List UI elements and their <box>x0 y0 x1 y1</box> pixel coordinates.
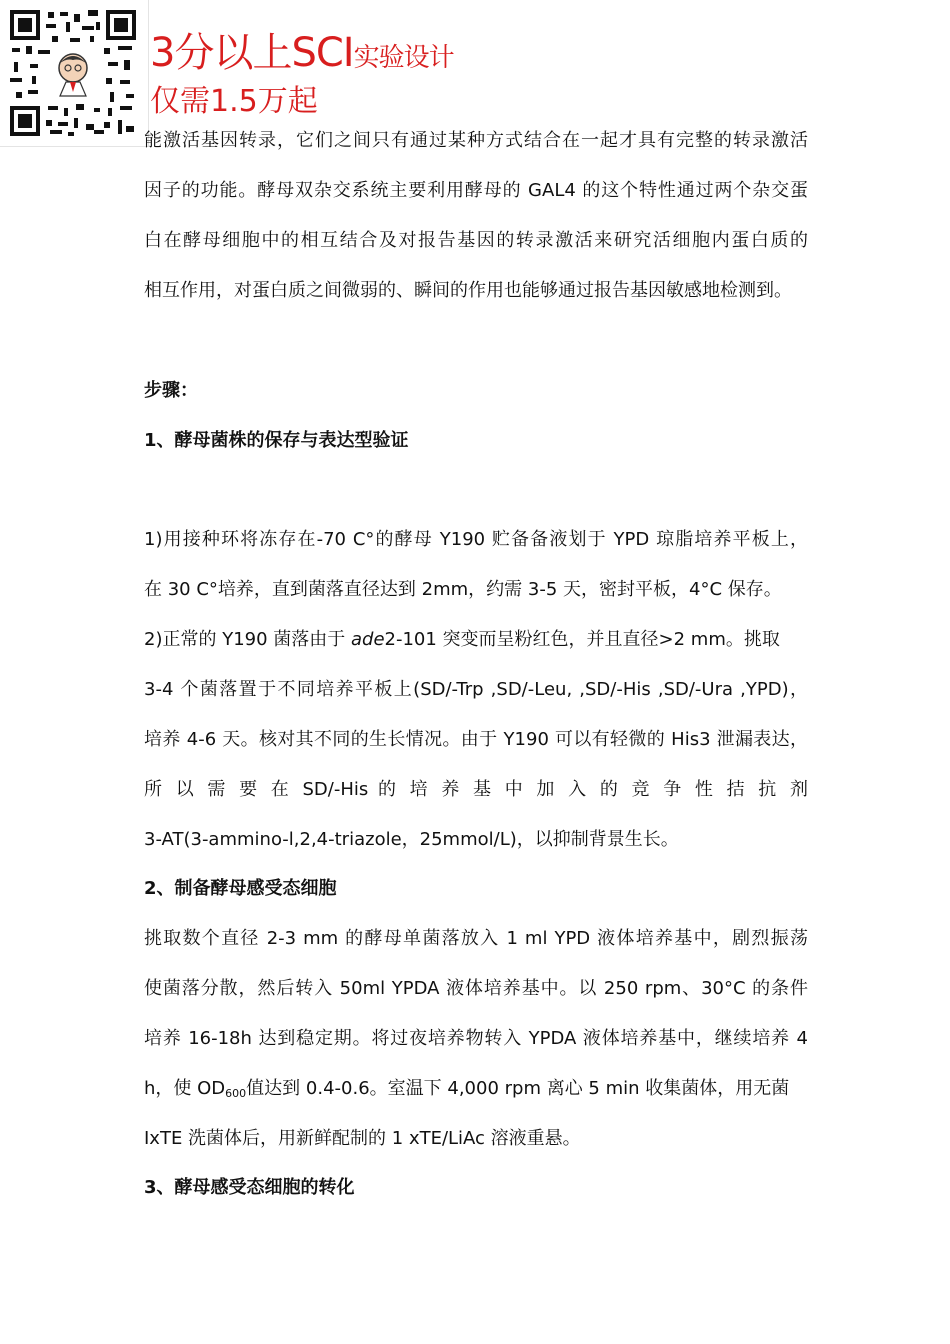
section-2-line-part: 值达到 0.4-0.6。室温下 4,000 rpm 离心 5 min 收集菌体，用无菌 <box>246 1078 790 1099</box>
od-subscript: 600 <box>225 1087 247 1100</box>
section-1-line: 3-4 个菌落置于不同培养平板上(SD/-Trp ,SD/-Leu, ,SD/-His ,SD/-Ura ,YPD)， <box>144 679 808 700</box>
section-1-line: 1)用接种环将冻存在-70 C°的酵母 Y190 贮备备液划于 YPD 琼脂培养平板上， <box>144 529 808 550</box>
qr-code[interactable] <box>0 0 149 147</box>
section-1-line <box>144 627 808 653</box>
section-1-line: 3-AT(3-ammino-l,2,4-triazole，25mmol/L)，以抑制背景生长。 <box>144 829 679 850</box>
ad-headline[interactable] <box>150 30 454 81</box>
ad-headline-main: 3分以上SCI <box>150 30 354 76</box>
section-3-heading: 3、酵母感受态细胞的转化 <box>144 1177 355 1198</box>
section-1-line: 培养 4-6 天。核对其不同的生长情况。由于 Y190 可以有轻微的 His3 泄漏表达， <box>144 729 808 750</box>
intro-line: 白在酵母细胞中的相互结合及对报告基因的转录激活来研究活细胞内蛋白质的 <box>144 230 808 251</box>
qr-code-icon <box>8 8 138 138</box>
section-1-line: 所 以 需 要 在 SD/-His 的 培 养 基 中 加 入 的 竞 争 性 拮 抗 剂 <box>144 779 808 800</box>
ad-price[interactable]: 仅需1.5万起 <box>150 84 318 119</box>
section-2-line: 使菌落分散，然后转入 50ml YPDA 液体培养基中。以 250 rpm、30°C 的条件 <box>144 978 808 999</box>
intro-line: 因子的功能。酵母双杂交系统主要利用酵母的 GAL4 的这个特性通过两个杂交蛋 <box>144 180 808 201</box>
intro-line: 相互作用，对蛋白质之间微弱的、瞬间的作用也能够通过报告基因敏感地检测到。 <box>144 280 792 301</box>
section-1-line: 在 30 C°培养，直到菌落直径达到 2mm，约需 3-5 天，密封平板，4°C 保存。 <box>144 579 782 600</box>
section-2-line: IxTE 洗菌体后，用新鲜配制的 1 xTE/LiAc 溶液重悬。 <box>144 1128 581 1149</box>
section-1-heading: 1、酵母菌株的保存与表达型验证 <box>144 430 409 451</box>
section-2-line-part: h，使 OD <box>144 1078 226 1099</box>
steps-heading: 步骤： <box>144 380 198 401</box>
section-2-line: 培养 16-18h 达到稳定期。将过夜培养物转入 YPDA 液体培养基中，继续培养 4 <box>144 1028 808 1049</box>
ad-headline-small: 实验设计 <box>353 43 454 73</box>
intro-line: 能激活基因转录，它们之间只有通过某种方式结合在一起才具有完整的转录激活 <box>144 130 808 151</box>
section-2-heading: 2、制备酵母感受态细胞 <box>144 878 337 899</box>
section-2-line <box>144 1076 808 1107</box>
gene-name-italic: ade <box>351 629 385 650</box>
section-1-line-part: 2-101 突变而呈粉红色，并且直径>2 mm。挑取 <box>384 629 780 650</box>
section-1-line-part: 2)正常的 Y190 菌落由于 <box>144 629 351 650</box>
section-2-line: 挑取数个直径 2-3 mm 的酵母单菌落放入 1 ml YPD 液体培养基中，剧烈振荡 <box>144 928 808 949</box>
